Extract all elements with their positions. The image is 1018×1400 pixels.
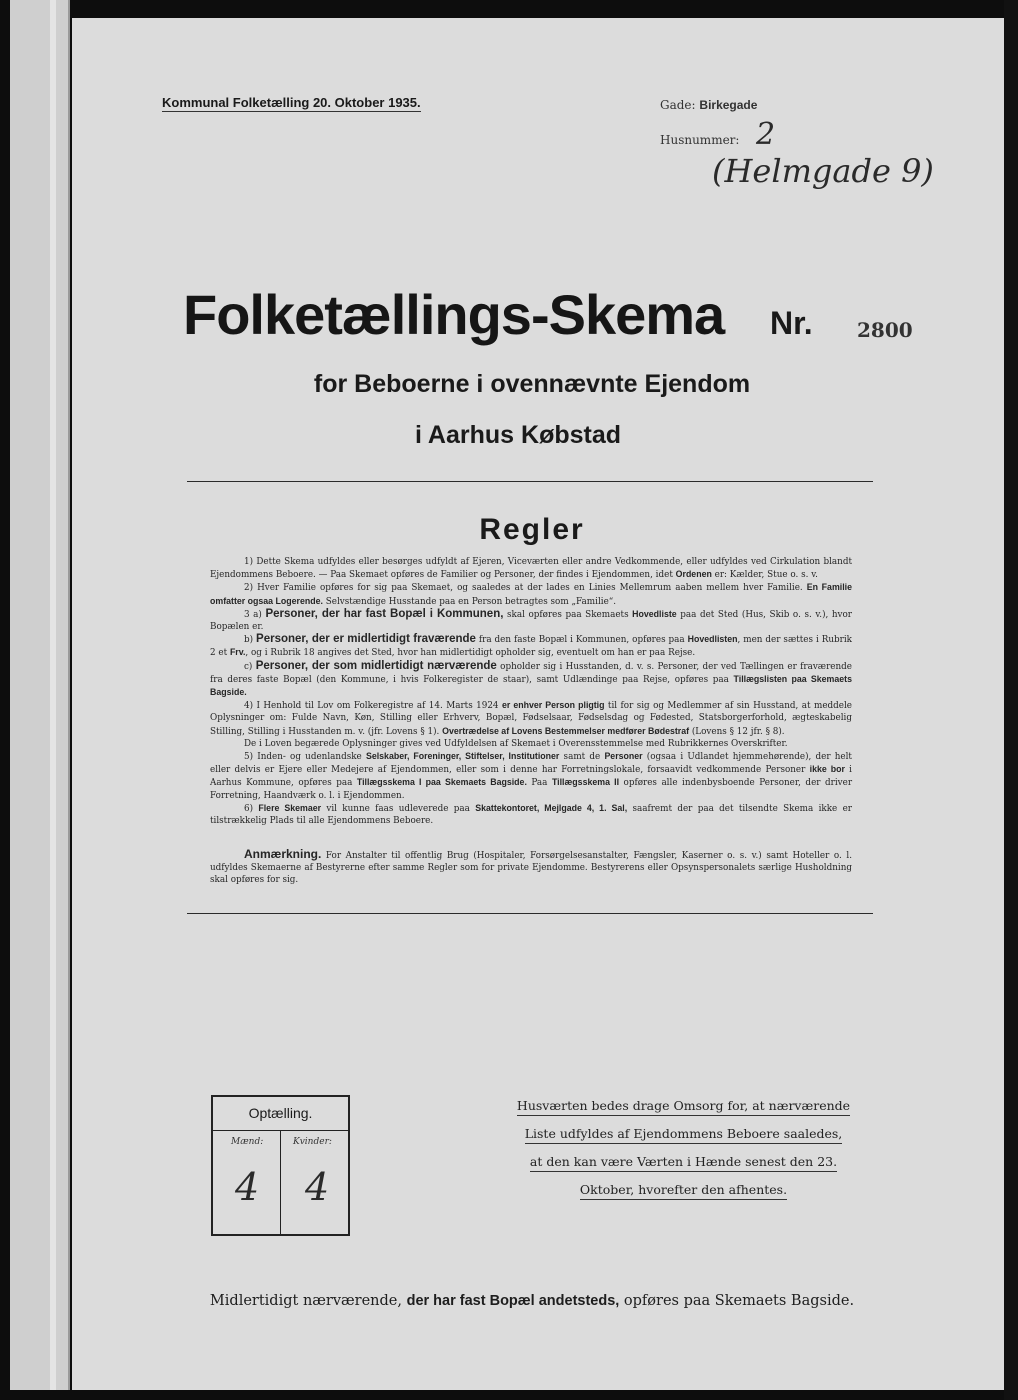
instruction-line: Oktober, hvorefter den afhentes. — [512, 1182, 855, 1197]
count-title: Optælling. — [213, 1097, 348, 1131]
rule-1: 1) Dette Skema udfyldes eller besørges udfyldt af Ejeren, Viceværten eller andre Vedkommende, eller udfyldes ved Cirkulation blandt Ejendommens Beboere. — Paa Skemaet opføres de Familier og Personer, der findes i Ejendommen, idet Ordenen er: Kælder, Stue o. s. v. — [210, 557, 852, 581]
census-title: Kommunal Folketælling 20. Oktober 1935. — [162, 95, 421, 110]
rules-text — [210, 556, 852, 827]
street-label: Gade: — [660, 98, 696, 112]
rule-3c: c) Personer, der som midlertidigt nærværende opholder sig i Husstanden, d. v. s. Personer, der ved Tællingen er fraværende fra deres faste Bopæl (den Kommune, i hvis Folkeregister de staar), samt Udlændinge paa Rejse, opføres paa Tillægslisten paa Skemaets Bagside. — [210, 659, 852, 698]
form-number-label: Nr. — [770, 305, 813, 341]
divider-bottom — [187, 913, 873, 914]
house-number-field — [660, 133, 739, 147]
women-label: Kvinder: — [293, 1137, 332, 1147]
divider-top — [187, 481, 873, 482]
count-box — [211, 1095, 350, 1236]
rule-6: 6) Flere Skemaer vil kunne faas udleverede paa Skattekontoret, Mejlgade 4, 1. Sal, saafremt der paa det tilsendte Skema ikke er tilstrækkelig Plads til alle Ejendommens Beboere. — [210, 802, 852, 827]
rule-2: 2) Hver Familie opføres for sig paa Skemaet, og saaledes at der lades en Linies Mellemrum aaben mellem hver Familie. En Familie omfatter ogsaa Logerende. Selvstændige Husstande paa en Person betragtes som „Familie“. — [210, 582, 852, 607]
instruction-line: at den kan være Værten i Hænde senest den 23. — [512, 1154, 855, 1169]
form-subtitle-line1: for Beboerne i ovennævnte Ejendom — [313, 370, 751, 398]
footer-note: Midlertidigt nærværende, der har fast Bopæl andetsteds, opføres paa Skemaets Bagside. — [209, 1293, 855, 1309]
scan-border — [1004, 0, 1018, 1400]
remark-label: Anmærkning. — [244, 847, 322, 861]
count-divider — [280, 1130, 281, 1234]
men-label: Mænd: — [231, 1137, 264, 1147]
remark — [210, 848, 852, 887]
rules-heading: Regler — [479, 513, 585, 546]
street-value: Birkegade — [699, 98, 758, 112]
rule-4: 4) I Henhold til Lov om Folkeregistre af 14. Marts 1924 er enhver Person pligtig til for sig og Medlemmer af sin Husstand, at meddele Oplysninger om: Fulde Navn, Køn, Stilling eller Erhverv, Bopæl, Fødselsaar, Fødselsdag og Fødested, Statsborgerforhold, ægteskabelig Stilling, Stilling i Husstanden m. v. (jfr. Lovens § 1). Overtrædelse af Lovens Bestemmelser medfører Bødestraf (Lovens § 12 jfr. § 8). — [210, 700, 853, 737]
rule-3b: b) Personer, der er midlertidigt fraværende fra den faste Bopæl i Kommunen, opføres paa Hovedlisten, men der sættes i Rubrik 2 et Frv., og i Rubrik 18 angives det Sted, hvor han midlertidigt opholder sig, eventuelt om han er paa Rejse. — [210, 633, 852, 659]
rule-5: 5) Inden- og udenlandske Selskaber, Foreninger, Stiftelser, Institutioner samt de Personer (ogsaa i Udlandet hjemmehørende), der helt eller delvis er Ejere eller Medejere af Ejendommen, eller som i denne har Forretningslokale, forsaavidt vedkommende Personer ikke bor i Aarhus Kommune, opføres paa Tillægsskema I paa Skemaets Bagside. Paa Tillægsskema II opføres alle indenbysboende Personer, der driver Forretning, Haandværk o. l. i Ejendommen. — [210, 751, 853, 801]
handwritten-note: (Helmgade 9) — [712, 152, 934, 190]
women-count: 4 — [305, 1165, 330, 1209]
page-fold — [50, 0, 56, 1390]
street-field — [660, 98, 757, 112]
house-number-label: Husnummer: — [660, 133, 740, 147]
form-subtitle-line2: i Aarhus Købstad — [414, 421, 622, 449]
landlord-instructions — [512, 1098, 855, 1210]
men-count: 4 — [235, 1165, 260, 1209]
rule-3a: 3 a) Personer, der har fast Bopæl i Kommunen, skal opføres paa Skemaets Hovedliste paa det Sted (Hus, Skib o. s. v.), hvor Bopælen er. — [210, 607, 853, 633]
instruction-line: Husværten bedes drage Omsorg for, at nærværende — [512, 1098, 855, 1113]
house-number-value: 2 — [756, 117, 776, 152]
form-title: Folketællings-Skema — [183, 283, 725, 346]
form-number-value: 2800 — [857, 318, 913, 342]
rule-4b: De i Loven begærede Oplysninger gives ved Udfyldelsen af Skemaet i Overensstemmelse med Rubrikkernes Overskrifter. — [244, 738, 788, 749]
remark-text: For Anstalter til offentlig Brug (Hospitaler, Forsørgelsesanstalter, Fængsler, Kaserner o. s. v.) samt Hoteller o. l. udfyldes Skemaerne af Bestyrerne efter samme Regler som for private Ejendomme. Bestyrerens eller Opsynspersonalets særlige Husholdning skal opføres for sig. — [210, 851, 852, 886]
facing-page-edge — [10, 0, 70, 1390]
instruction-line: Liste udfyldes af Ejendommens Beboere saaledes, — [512, 1126, 855, 1141]
